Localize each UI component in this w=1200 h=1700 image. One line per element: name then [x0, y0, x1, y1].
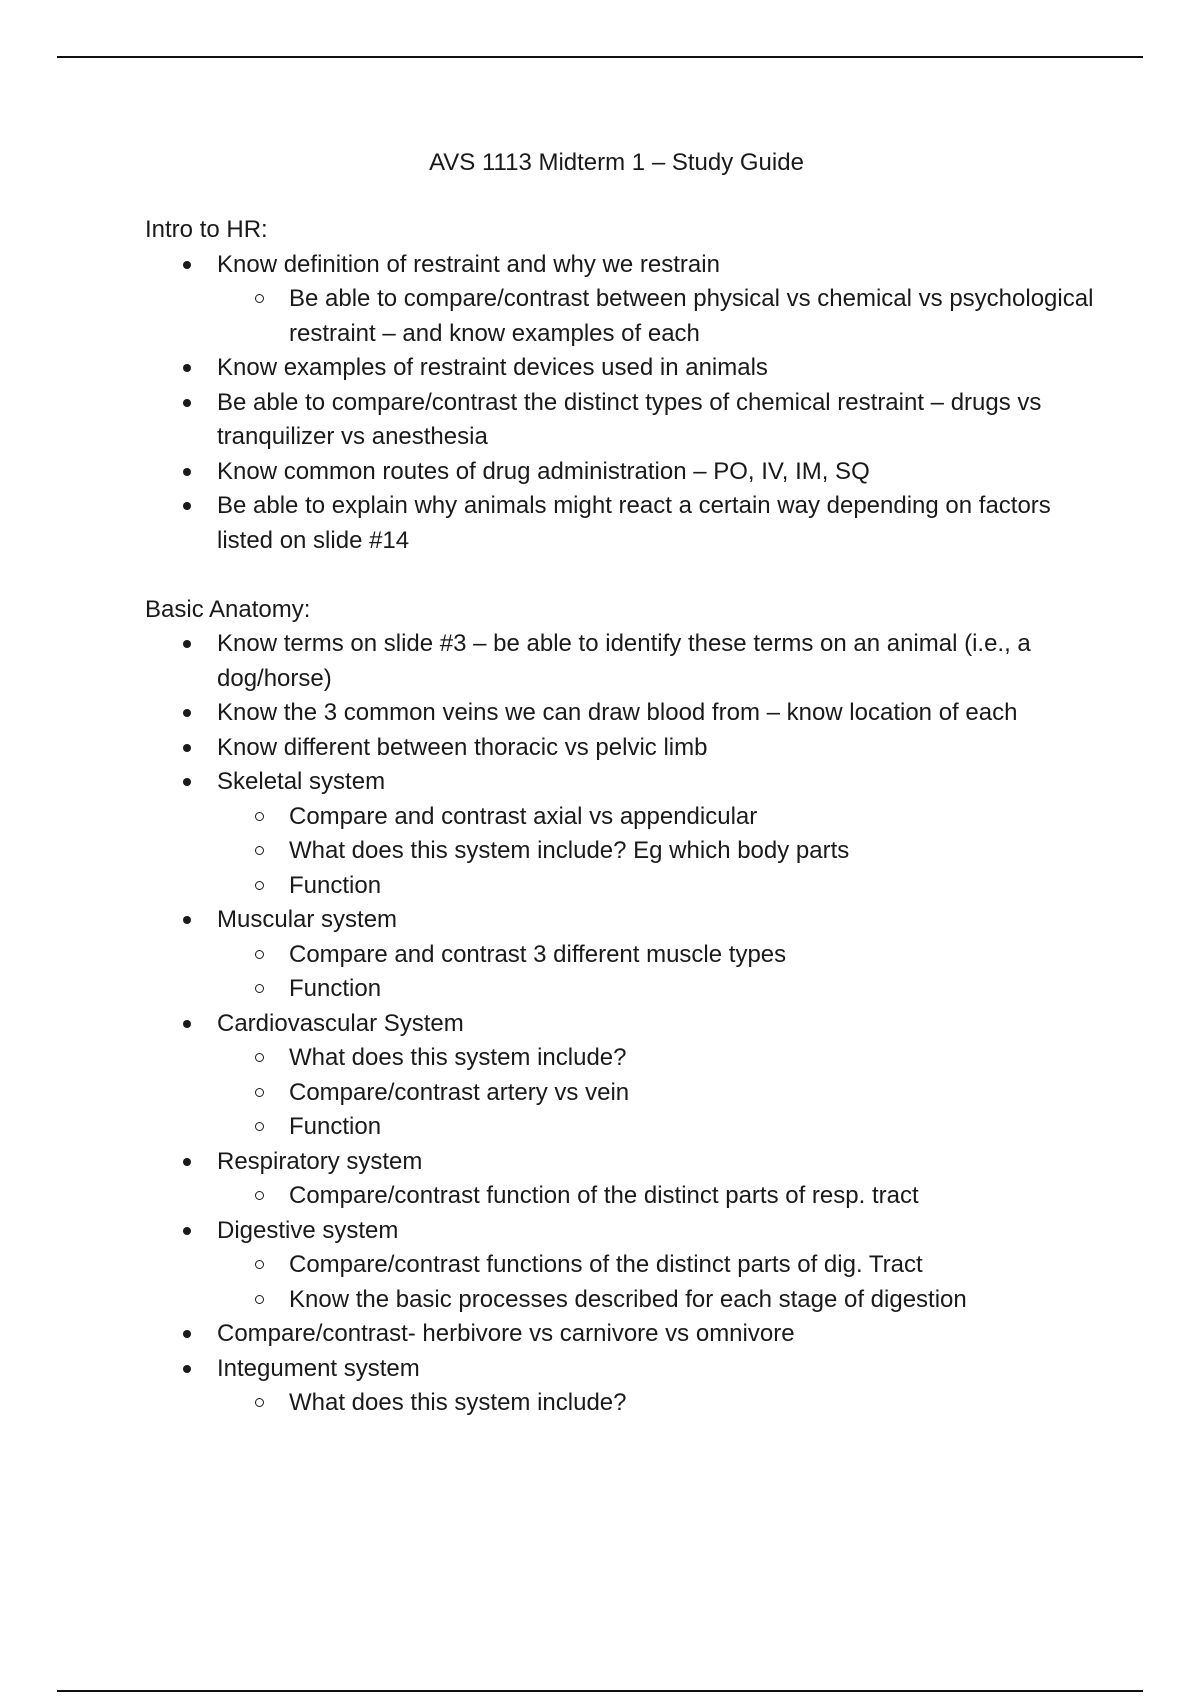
sub-bullet-item	[217, 869, 1095, 904]
bullet-item-text: Know terms on slide #3 – be able to identify these terms on an animal (i.e., a dog/horse)	[217, 630, 1031, 692]
sub-bullet-list	[217, 1386, 1095, 1421]
bullet-dot-icon	[183, 399, 191, 407]
hollow-circle-icon	[255, 846, 264, 855]
sub-bullet-item	[217, 1283, 1095, 1318]
bullet-item	[145, 1145, 1095, 1214]
bullet-item	[145, 1317, 1095, 1352]
bullet-item	[145, 765, 1095, 903]
bullet-item	[145, 1352, 1095, 1421]
bullet-dot-icon	[183, 502, 191, 510]
bullet-dot-icon	[183, 709, 191, 717]
bullet-item	[145, 1007, 1095, 1145]
sub-bullet-item	[217, 1041, 1095, 1076]
bullet-dot-icon	[183, 261, 191, 269]
sub-bullet-item-text: What does this system include?	[289, 1389, 627, 1416]
sub-bullet-item	[217, 1248, 1095, 1283]
hollow-circle-icon	[255, 1053, 264, 1062]
hollow-circle-icon	[255, 1191, 264, 1200]
sections-container	[145, 213, 1095, 1421]
section	[145, 213, 1095, 558]
sub-bullet-list	[217, 282, 1095, 351]
sub-bullet-item	[217, 834, 1095, 869]
bullet-dot-icon	[183, 1330, 191, 1338]
bullet-item	[145, 903, 1095, 1007]
bullet-item-text: Know different between thoracic vs pelvic limb	[217, 733, 708, 761]
bullet-dot-icon	[183, 1158, 191, 1166]
sub-bullet-list	[217, 1248, 1095, 1317]
bullet-item-text: Know definition of restraint and why we restrain	[217, 250, 720, 278]
sub-bullet-item-text: Function	[289, 975, 382, 1002]
bullet-item-text: Muscular system	[217, 906, 398, 933]
sub-bullet-item	[217, 1076, 1095, 1111]
bullet-dot-icon	[183, 1365, 191, 1373]
bullet-list	[145, 627, 1095, 1421]
section-heading: Basic Anatomy:	[145, 595, 311, 623]
bullet-item-text: Be able to explain why animals might react a certain way depending on factors listed on slide #14	[217, 492, 1051, 554]
hollow-circle-icon	[255, 1260, 264, 1269]
hollow-circle-icon	[255, 294, 264, 303]
section-spacer	[145, 558, 1095, 593]
header-rule	[57, 56, 1143, 58]
sub-bullet-list	[217, 1041, 1095, 1145]
bullet-item	[145, 455, 1095, 490]
bullet-item-text: Compare/contrast- herbivore vs carnivore vs omnivore	[217, 1320, 795, 1347]
hollow-circle-icon	[255, 1088, 264, 1097]
hollow-circle-icon	[255, 1295, 264, 1304]
sub-bullet-item	[217, 1179, 1095, 1214]
sub-bullet-item	[217, 800, 1095, 835]
bullet-dot-icon	[183, 468, 191, 476]
sub-bullet-list	[217, 938, 1095, 1007]
bullet-item	[145, 696, 1095, 731]
bullet-item-text: Be able to compare/contrast the distinct types of chemical restraint – drugs vs tranquilizer vs anesthesia	[217, 388, 1042, 450]
hollow-circle-icon	[255, 881, 264, 890]
bullet-item-text: Respiratory system	[217, 1147, 423, 1175]
bullet-dot-icon	[183, 640, 191, 648]
sub-bullet-item-text: Function	[289, 1113, 382, 1140]
hollow-circle-icon	[255, 812, 264, 821]
hollow-circle-icon	[255, 984, 264, 993]
bullet-item	[145, 627, 1095, 696]
bullet-item-text: Know the 3 common veins we can draw blood from – know location of each	[217, 699, 1018, 726]
bullet-item	[145, 1214, 1095, 1318]
sub-bullet-item-text: Know the basic processes described for each stage of digestion	[289, 1285, 967, 1313]
sub-bullet-item	[217, 1386, 1095, 1421]
document-title: AVS 1113 Midterm 1 – Study Guide	[429, 149, 804, 176]
footer-rule	[57, 1690, 1143, 1692]
bullet-dot-icon	[183, 778, 191, 786]
sub-bullet-item-text: Compare and contrast axial vs appendicular	[289, 802, 758, 830]
bullet-item	[145, 731, 1095, 766]
bullet-item-text: Know common routes of drug administration – PO, IV, IM, SQ	[217, 457, 870, 485]
sub-bullet-item	[217, 282, 1095, 351]
sub-bullet-list	[217, 800, 1095, 904]
bullet-dot-icon	[183, 916, 191, 924]
sub-bullet-item-text: Compare/contrast functions of the distinct parts of dig. Tract	[289, 1251, 923, 1278]
bullet-item	[145, 386, 1095, 455]
sub-bullet-item	[217, 1110, 1095, 1145]
sub-bullet-item-text: What does this system include? Eg which body parts	[289, 837, 850, 864]
bullet-item	[145, 248, 1095, 352]
sub-bullet-item-text: Compare/contrast function of the distinct parts of resp. tract	[289, 1182, 919, 1209]
section-heading: Intro to HR:	[145, 216, 268, 243]
bullet-item-text: Skeletal system	[217, 768, 386, 795]
sub-bullet-item-text: Be able to compare/contrast between physical vs chemical vs psychological restraint – and know examples of each	[289, 285, 1094, 347]
section	[145, 593, 1095, 1421]
bullet-item-text: Cardiovascular System	[217, 1009, 464, 1037]
bullet-dot-icon	[183, 1020, 191, 1028]
bullet-dot-icon	[183, 1227, 191, 1235]
sub-bullet-item-text: Compare/contrast artery vs vein	[289, 1078, 630, 1106]
sub-bullet-item-text: Function	[289, 871, 382, 899]
bullet-dot-icon	[183, 744, 191, 752]
sub-bullet-list	[217, 1179, 1095, 1214]
hollow-circle-icon	[255, 950, 264, 959]
bullet-item-text: Integument system	[217, 1354, 420, 1382]
sub-bullet-item-text: Compare and contrast 3 different muscle types	[289, 940, 787, 968]
sub-bullet-item-text: What does this system include?	[289, 1044, 627, 1071]
bullet-item-text: Digestive system	[217, 1216, 399, 1244]
sub-bullet-item	[217, 938, 1095, 973]
hollow-circle-icon	[255, 1398, 264, 1407]
sub-bullet-item	[217, 972, 1095, 1007]
bullet-dot-icon	[183, 364, 191, 372]
document-body	[145, 213, 1095, 1421]
bullet-item	[145, 351, 1095, 386]
bullet-list	[145, 248, 1095, 559]
hollow-circle-icon	[255, 1122, 264, 1131]
bullet-item	[145, 489, 1095, 558]
bullet-item-text: Know examples of restraint devices used in animals	[217, 354, 768, 381]
